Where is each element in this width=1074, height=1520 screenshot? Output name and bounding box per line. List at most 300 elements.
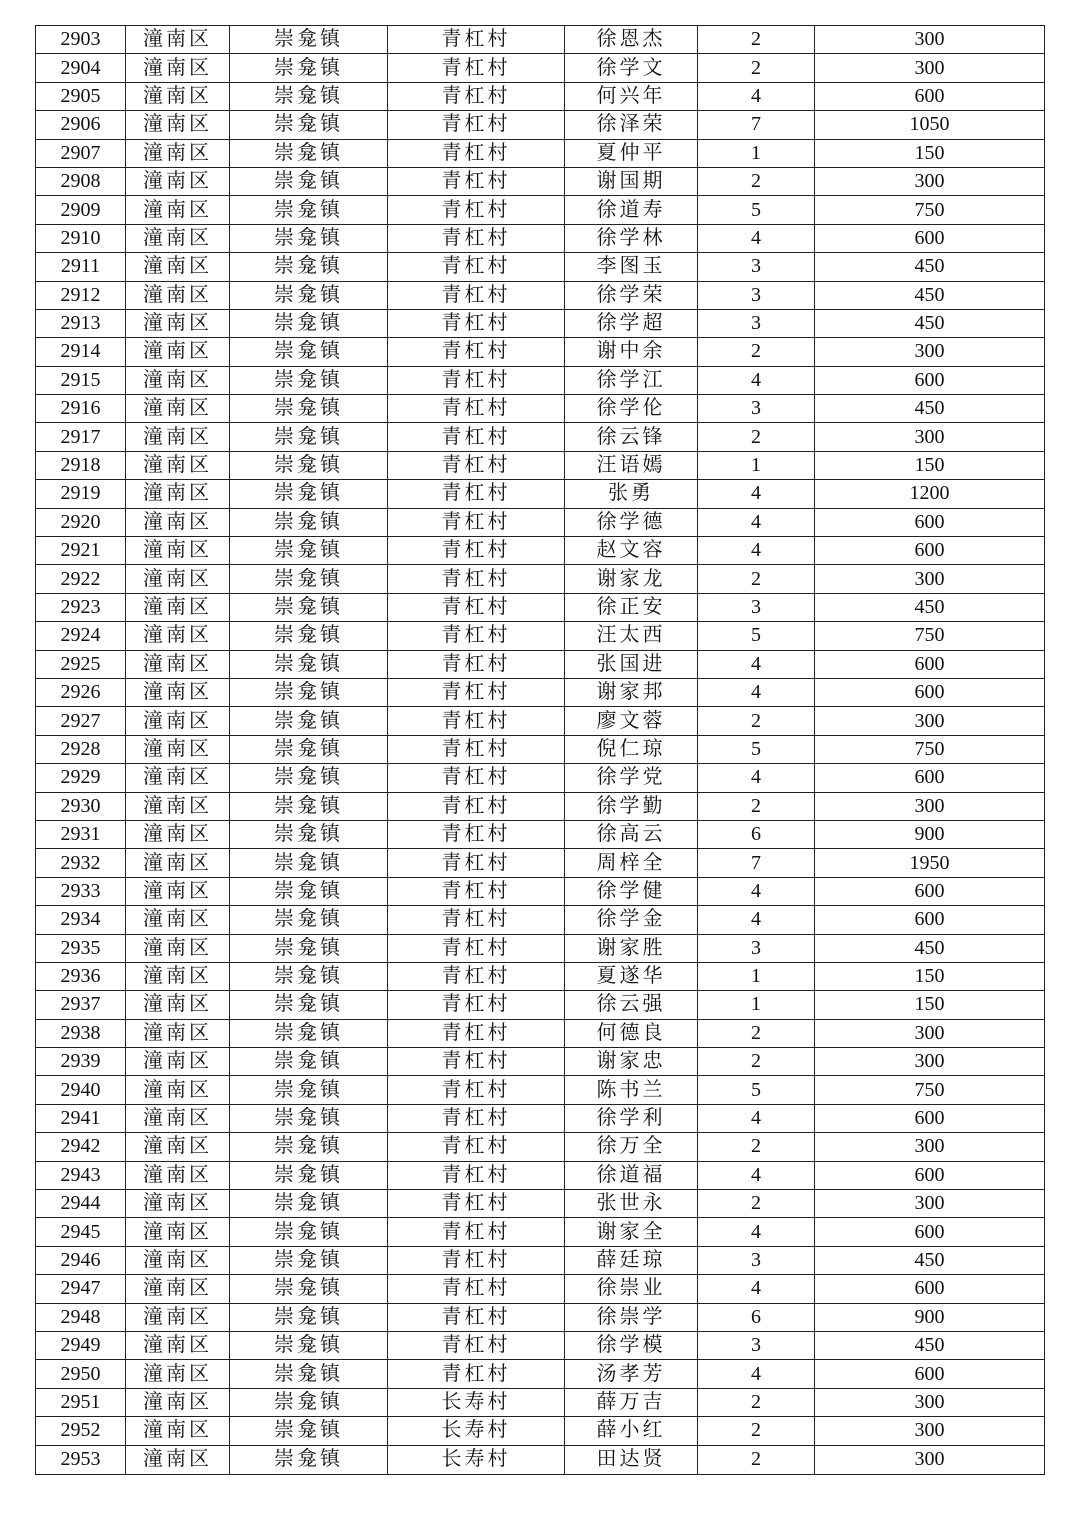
table-row	[36, 1076, 1045, 1104]
town-cell: 崇龛镇	[230, 593, 388, 621]
village-cell: 青杠村	[388, 1019, 565, 1047]
district-cell: 潼南区	[126, 877, 230, 905]
household-size-cell: 4	[698, 1360, 815, 1388]
table-row	[36, 196, 1045, 224]
district-cell: 潼南区	[126, 707, 230, 735]
name-cell: 徐道寿	[565, 196, 698, 224]
table-row	[36, 792, 1045, 820]
serial-number-cell: 2925	[36, 650, 126, 678]
name-cell: 徐学林	[565, 224, 698, 252]
district-cell: 潼南区	[126, 849, 230, 877]
district-cell: 潼南区	[126, 1161, 230, 1189]
household-size-cell: 4	[698, 1275, 815, 1303]
household-size-cell: 2	[698, 792, 815, 820]
amount-cell: 600	[815, 764, 1045, 792]
table-row	[36, 54, 1045, 82]
district-cell: 潼南区	[126, 253, 230, 281]
district-cell: 潼南区	[126, 650, 230, 678]
serial-number-cell: 2914	[36, 338, 126, 366]
town-cell: 崇龛镇	[230, 537, 388, 565]
village-cell: 青杠村	[388, 934, 565, 962]
amount-cell: 450	[815, 281, 1045, 309]
village-cell: 青杠村	[388, 1246, 565, 1274]
table-row	[36, 1218, 1045, 1246]
village-cell: 青杠村	[388, 1048, 565, 1076]
amount-cell: 1950	[815, 849, 1045, 877]
name-cell: 徐正安	[565, 593, 698, 621]
name-cell: 张勇	[565, 480, 698, 508]
table-row	[36, 338, 1045, 366]
table-row	[36, 962, 1045, 990]
district-cell: 潼南区	[126, 423, 230, 451]
village-cell: 青杠村	[388, 196, 565, 224]
household-size-cell: 3	[698, 395, 815, 423]
household-size-cell: 4	[698, 224, 815, 252]
table-row	[36, 1048, 1045, 1076]
district-cell: 潼南区	[126, 962, 230, 990]
amount-cell: 300	[815, 423, 1045, 451]
village-cell: 青杠村	[388, 962, 565, 990]
table-row	[36, 167, 1045, 195]
amount-cell: 300	[815, 54, 1045, 82]
table-row	[36, 593, 1045, 621]
household-size-cell: 4	[698, 366, 815, 394]
household-size-cell: 2	[698, 26, 815, 54]
table-row	[36, 1445, 1045, 1475]
amount-cell: 450	[815, 309, 1045, 337]
district-cell: 潼南区	[126, 167, 230, 195]
district-cell: 潼南区	[126, 1388, 230, 1416]
village-cell: 青杠村	[388, 906, 565, 934]
amount-cell: 300	[815, 1445, 1045, 1475]
name-cell: 倪仁琼	[565, 735, 698, 763]
district-cell: 潼南区	[126, 309, 230, 337]
name-cell: 徐学伦	[565, 395, 698, 423]
town-cell: 崇龛镇	[230, 1275, 388, 1303]
table-row	[36, 735, 1045, 763]
village-cell: 长寿村	[388, 1445, 565, 1475]
household-size-cell: 2	[698, 565, 815, 593]
table-row	[36, 281, 1045, 309]
village-cell: 青杠村	[388, 480, 565, 508]
serial-number-cell: 2923	[36, 593, 126, 621]
amount-cell: 600	[815, 678, 1045, 706]
name-cell: 徐云锋	[565, 423, 698, 451]
serial-number-cell: 2933	[36, 877, 126, 905]
village-cell: 青杠村	[388, 1190, 565, 1218]
serial-number-cell: 2921	[36, 537, 126, 565]
village-cell: 青杠村	[388, 1133, 565, 1161]
serial-number-cell: 2903	[36, 26, 126, 54]
village-cell: 青杠村	[388, 338, 565, 366]
district-cell: 潼南区	[126, 196, 230, 224]
household-size-cell: 3	[698, 1331, 815, 1359]
name-cell: 薛廷琼	[565, 1246, 698, 1274]
village-cell: 青杠村	[388, 1360, 565, 1388]
name-cell: 徐泽荣	[565, 111, 698, 139]
district-cell: 潼南区	[126, 1104, 230, 1132]
household-size-cell: 6	[698, 820, 815, 848]
serial-number-cell: 2913	[36, 309, 126, 337]
village-cell: 青杠村	[388, 1275, 565, 1303]
table-row	[36, 764, 1045, 792]
amount-cell: 150	[815, 962, 1045, 990]
town-cell: 崇龛镇	[230, 1360, 388, 1388]
district-cell: 潼南区	[126, 991, 230, 1019]
serial-number-cell: 2953	[36, 1445, 126, 1475]
village-cell: 青杠村	[388, 849, 565, 877]
table-row	[36, 991, 1045, 1019]
amount-cell: 1050	[815, 111, 1045, 139]
table-row	[36, 707, 1045, 735]
amount-cell: 450	[815, 395, 1045, 423]
household-size-cell: 3	[698, 934, 815, 962]
serial-number-cell: 2910	[36, 224, 126, 252]
district-cell: 潼南区	[126, 139, 230, 167]
town-cell: 崇龛镇	[230, 167, 388, 195]
household-size-cell: 4	[698, 82, 815, 110]
serial-number-cell: 2946	[36, 1246, 126, 1274]
district-cell: 潼南区	[126, 1360, 230, 1388]
household-size-cell: 4	[698, 764, 815, 792]
name-cell: 夏遂华	[565, 962, 698, 990]
name-cell: 田达贤	[565, 1445, 698, 1475]
town-cell: 崇龛镇	[230, 678, 388, 706]
serial-number-cell: 2940	[36, 1076, 126, 1104]
serial-number-cell: 2908	[36, 167, 126, 195]
district-cell: 潼南区	[126, 565, 230, 593]
serial-number-cell: 2905	[36, 82, 126, 110]
name-cell: 徐高云	[565, 820, 698, 848]
household-size-cell: 1	[698, 991, 815, 1019]
district-cell: 潼南区	[126, 820, 230, 848]
village-cell: 青杠村	[388, 281, 565, 309]
household-size-cell: 5	[698, 735, 815, 763]
table-row	[36, 1104, 1045, 1132]
name-cell: 谢家忠	[565, 1048, 698, 1076]
town-cell: 崇龛镇	[230, 423, 388, 451]
serial-number-cell: 2924	[36, 622, 126, 650]
amount-cell: 600	[815, 906, 1045, 934]
household-size-cell: 2	[698, 1133, 815, 1161]
name-cell: 赵文容	[565, 537, 698, 565]
table-row	[36, 1417, 1045, 1445]
serial-number-cell: 2920	[36, 508, 126, 536]
household-size-cell: 5	[698, 196, 815, 224]
serial-number-cell: 2949	[36, 1331, 126, 1359]
table-row	[36, 565, 1045, 593]
town-cell: 崇龛镇	[230, 54, 388, 82]
name-cell: 徐崇学	[565, 1303, 698, 1331]
serial-number-cell: 2930	[36, 792, 126, 820]
serial-number-cell: 2917	[36, 423, 126, 451]
household-size-cell: 2	[698, 1445, 815, 1475]
district-cell: 潼南区	[126, 906, 230, 934]
town-cell: 崇龛镇	[230, 1048, 388, 1076]
household-size-cell: 3	[698, 253, 815, 281]
district-cell: 潼南区	[126, 395, 230, 423]
name-cell: 夏仲平	[565, 139, 698, 167]
amount-cell: 900	[815, 820, 1045, 848]
town-cell: 崇龛镇	[230, 1417, 388, 1445]
district-cell: 潼南区	[126, 1275, 230, 1303]
serial-number-cell: 2951	[36, 1388, 126, 1416]
household-size-cell: 4	[698, 678, 815, 706]
district-cell: 潼南区	[126, 111, 230, 139]
village-cell: 青杠村	[388, 508, 565, 536]
name-cell: 徐恩杰	[565, 26, 698, 54]
town-cell: 崇龛镇	[230, 338, 388, 366]
name-cell: 徐学文	[565, 54, 698, 82]
household-size-cell: 3	[698, 281, 815, 309]
village-cell: 青杠村	[388, 735, 565, 763]
village-cell: 青杠村	[388, 792, 565, 820]
village-cell: 青杠村	[388, 1331, 565, 1359]
table-row	[36, 1303, 1045, 1331]
town-cell: 崇龛镇	[230, 1445, 388, 1475]
serial-number-cell: 2947	[36, 1275, 126, 1303]
table-row	[36, 224, 1045, 252]
amount-cell: 300	[815, 1048, 1045, 1076]
name-cell: 徐学健	[565, 877, 698, 905]
table-row	[36, 622, 1045, 650]
district-cell: 潼南区	[126, 1417, 230, 1445]
village-cell: 青杠村	[388, 139, 565, 167]
amount-cell: 600	[815, 1275, 1045, 1303]
amount-cell: 150	[815, 139, 1045, 167]
district-cell: 潼南区	[126, 480, 230, 508]
town-cell: 崇龛镇	[230, 906, 388, 934]
data-table	[35, 25, 1045, 1475]
table-row	[36, 1133, 1045, 1161]
village-cell: 青杠村	[388, 877, 565, 905]
serial-number-cell: 2935	[36, 934, 126, 962]
name-cell: 张世永	[565, 1190, 698, 1218]
village-cell: 长寿村	[388, 1388, 565, 1416]
town-cell: 崇龛镇	[230, 877, 388, 905]
town-cell: 崇龛镇	[230, 224, 388, 252]
table-row	[36, 451, 1045, 479]
amount-cell: 150	[815, 991, 1045, 1019]
table-row	[36, 366, 1045, 394]
district-cell: 潼南区	[126, 338, 230, 366]
town-cell: 崇龛镇	[230, 1218, 388, 1246]
amount-cell: 750	[815, 196, 1045, 224]
name-cell: 谢家龙	[565, 565, 698, 593]
serial-number-cell: 2912	[36, 281, 126, 309]
serial-number-cell: 2944	[36, 1190, 126, 1218]
district-cell: 潼南区	[126, 1076, 230, 1104]
town-cell: 崇龛镇	[230, 1303, 388, 1331]
household-size-cell: 1	[698, 451, 815, 479]
amount-cell: 600	[815, 877, 1045, 905]
district-cell: 潼南区	[126, 1445, 230, 1475]
table-row	[36, 395, 1045, 423]
amount-cell: 600	[815, 224, 1045, 252]
table-row	[36, 537, 1045, 565]
district-cell: 潼南区	[126, 622, 230, 650]
town-cell: 崇龛镇	[230, 1190, 388, 1218]
name-cell: 张国进	[565, 650, 698, 678]
town-cell: 崇龛镇	[230, 1104, 388, 1132]
serial-number-cell: 2909	[36, 196, 126, 224]
serial-number-cell: 2934	[36, 906, 126, 934]
table-row	[36, 26, 1045, 54]
village-cell: 青杠村	[388, 1161, 565, 1189]
district-cell: 潼南区	[126, 54, 230, 82]
amount-cell: 600	[815, 650, 1045, 678]
household-size-cell: 5	[698, 1076, 815, 1104]
town-cell: 崇龛镇	[230, 565, 388, 593]
district-cell: 潼南区	[126, 1190, 230, 1218]
name-cell: 谢家全	[565, 1218, 698, 1246]
amount-cell: 300	[815, 565, 1045, 593]
amount-cell: 300	[815, 1417, 1045, 1445]
table-row	[36, 309, 1045, 337]
village-cell: 青杠村	[388, 395, 565, 423]
serial-number-cell: 2918	[36, 451, 126, 479]
name-cell: 谢中余	[565, 338, 698, 366]
household-size-cell: 4	[698, 650, 815, 678]
name-cell: 何德良	[565, 1019, 698, 1047]
village-cell: 青杠村	[388, 650, 565, 678]
town-cell: 崇龛镇	[230, 1246, 388, 1274]
town-cell: 崇龛镇	[230, 366, 388, 394]
district-cell: 潼南区	[126, 1133, 230, 1161]
name-cell: 谢国期	[565, 167, 698, 195]
district-cell: 潼南区	[126, 1246, 230, 1274]
serial-number-cell: 2948	[36, 1303, 126, 1331]
serial-number-cell: 2931	[36, 820, 126, 848]
district-cell: 潼南区	[126, 508, 230, 536]
village-cell: 青杠村	[388, 224, 565, 252]
household-size-cell: 4	[698, 906, 815, 934]
amount-cell: 300	[815, 792, 1045, 820]
table-row	[36, 1331, 1045, 1359]
amount-cell: 600	[815, 537, 1045, 565]
household-size-cell: 2	[698, 338, 815, 366]
serial-number-cell: 2952	[36, 1417, 126, 1445]
name-cell: 汤孝芳	[565, 1360, 698, 1388]
amount-cell: 450	[815, 253, 1045, 281]
town-cell: 崇龛镇	[230, 508, 388, 536]
serial-number-cell: 2941	[36, 1104, 126, 1132]
household-size-cell: 3	[698, 593, 815, 621]
name-cell: 李图玉	[565, 253, 698, 281]
town-cell: 崇龛镇	[230, 82, 388, 110]
town-cell: 崇龛镇	[230, 991, 388, 1019]
town-cell: 崇龛镇	[230, 1161, 388, 1189]
district-cell: 潼南区	[126, 678, 230, 706]
name-cell: 徐学超	[565, 309, 698, 337]
town-cell: 崇龛镇	[230, 451, 388, 479]
serial-number-cell: 2938	[36, 1019, 126, 1047]
amount-cell: 600	[815, 1218, 1045, 1246]
serial-number-cell: 2942	[36, 1133, 126, 1161]
village-cell: 青杠村	[388, 54, 565, 82]
table-row	[36, 480, 1045, 508]
table-row	[36, 820, 1045, 848]
name-cell: 徐学党	[565, 764, 698, 792]
town-cell: 崇龛镇	[230, 26, 388, 54]
village-cell: 青杠村	[388, 451, 565, 479]
district-cell: 潼南区	[126, 593, 230, 621]
name-cell: 徐学荣	[565, 281, 698, 309]
amount-cell: 600	[815, 1360, 1045, 1388]
town-cell: 崇龛镇	[230, 1331, 388, 1359]
household-size-cell: 2	[698, 167, 815, 195]
household-size-cell: 2	[698, 707, 815, 735]
table-row	[36, 934, 1045, 962]
household-size-cell: 4	[698, 877, 815, 905]
name-cell: 陈书兰	[565, 1076, 698, 1104]
district-cell: 潼南区	[126, 224, 230, 252]
district-cell: 潼南区	[126, 1218, 230, 1246]
serial-number-cell: 2945	[36, 1218, 126, 1246]
amount-cell: 1200	[815, 480, 1045, 508]
name-cell: 徐崇业	[565, 1275, 698, 1303]
district-cell: 潼南区	[126, 735, 230, 763]
serial-number-cell: 2939	[36, 1048, 126, 1076]
amount-cell: 300	[815, 1019, 1045, 1047]
serial-number-cell: 2911	[36, 253, 126, 281]
name-cell: 薛小红	[565, 1417, 698, 1445]
amount-cell: 300	[815, 1133, 1045, 1161]
town-cell: 崇龛镇	[230, 934, 388, 962]
table-row	[36, 1275, 1045, 1303]
village-cell: 青杠村	[388, 622, 565, 650]
name-cell: 徐云强	[565, 991, 698, 1019]
table-row	[36, 1019, 1045, 1047]
household-size-cell: 4	[698, 508, 815, 536]
village-cell: 长寿村	[388, 1417, 565, 1445]
household-size-cell: 5	[698, 622, 815, 650]
serial-number-cell: 2950	[36, 1360, 126, 1388]
district-cell: 潼南区	[126, 792, 230, 820]
town-cell: 崇龛镇	[230, 1388, 388, 1416]
household-size-cell: 7	[698, 111, 815, 139]
amount-cell: 600	[815, 1161, 1045, 1189]
household-size-cell: 2	[698, 423, 815, 451]
village-cell: 青杠村	[388, 565, 565, 593]
village-cell: 青杠村	[388, 1303, 565, 1331]
table-row	[36, 1360, 1045, 1388]
town-cell: 崇龛镇	[230, 735, 388, 763]
household-size-cell: 4	[698, 1218, 815, 1246]
village-cell: 青杠村	[388, 253, 565, 281]
household-size-cell: 3	[698, 309, 815, 337]
town-cell: 崇龛镇	[230, 480, 388, 508]
table-row	[36, 1388, 1045, 1416]
table-row	[36, 253, 1045, 281]
serial-number-cell: 2906	[36, 111, 126, 139]
serial-number-cell: 2932	[36, 849, 126, 877]
village-cell: 青杠村	[388, 1076, 565, 1104]
district-cell: 潼南区	[126, 82, 230, 110]
town-cell: 崇龛镇	[230, 196, 388, 224]
serial-number-cell: 2919	[36, 480, 126, 508]
name-cell: 廖文蓉	[565, 707, 698, 735]
table-row	[36, 678, 1045, 706]
village-cell: 青杠村	[388, 991, 565, 1019]
amount-cell: 600	[815, 1104, 1045, 1132]
amount-cell: 300	[815, 1388, 1045, 1416]
name-cell: 汪太西	[565, 622, 698, 650]
name-cell: 徐学德	[565, 508, 698, 536]
district-cell: 潼南区	[126, 934, 230, 962]
household-size-cell: 4	[698, 1104, 815, 1132]
district-cell: 潼南区	[126, 1303, 230, 1331]
